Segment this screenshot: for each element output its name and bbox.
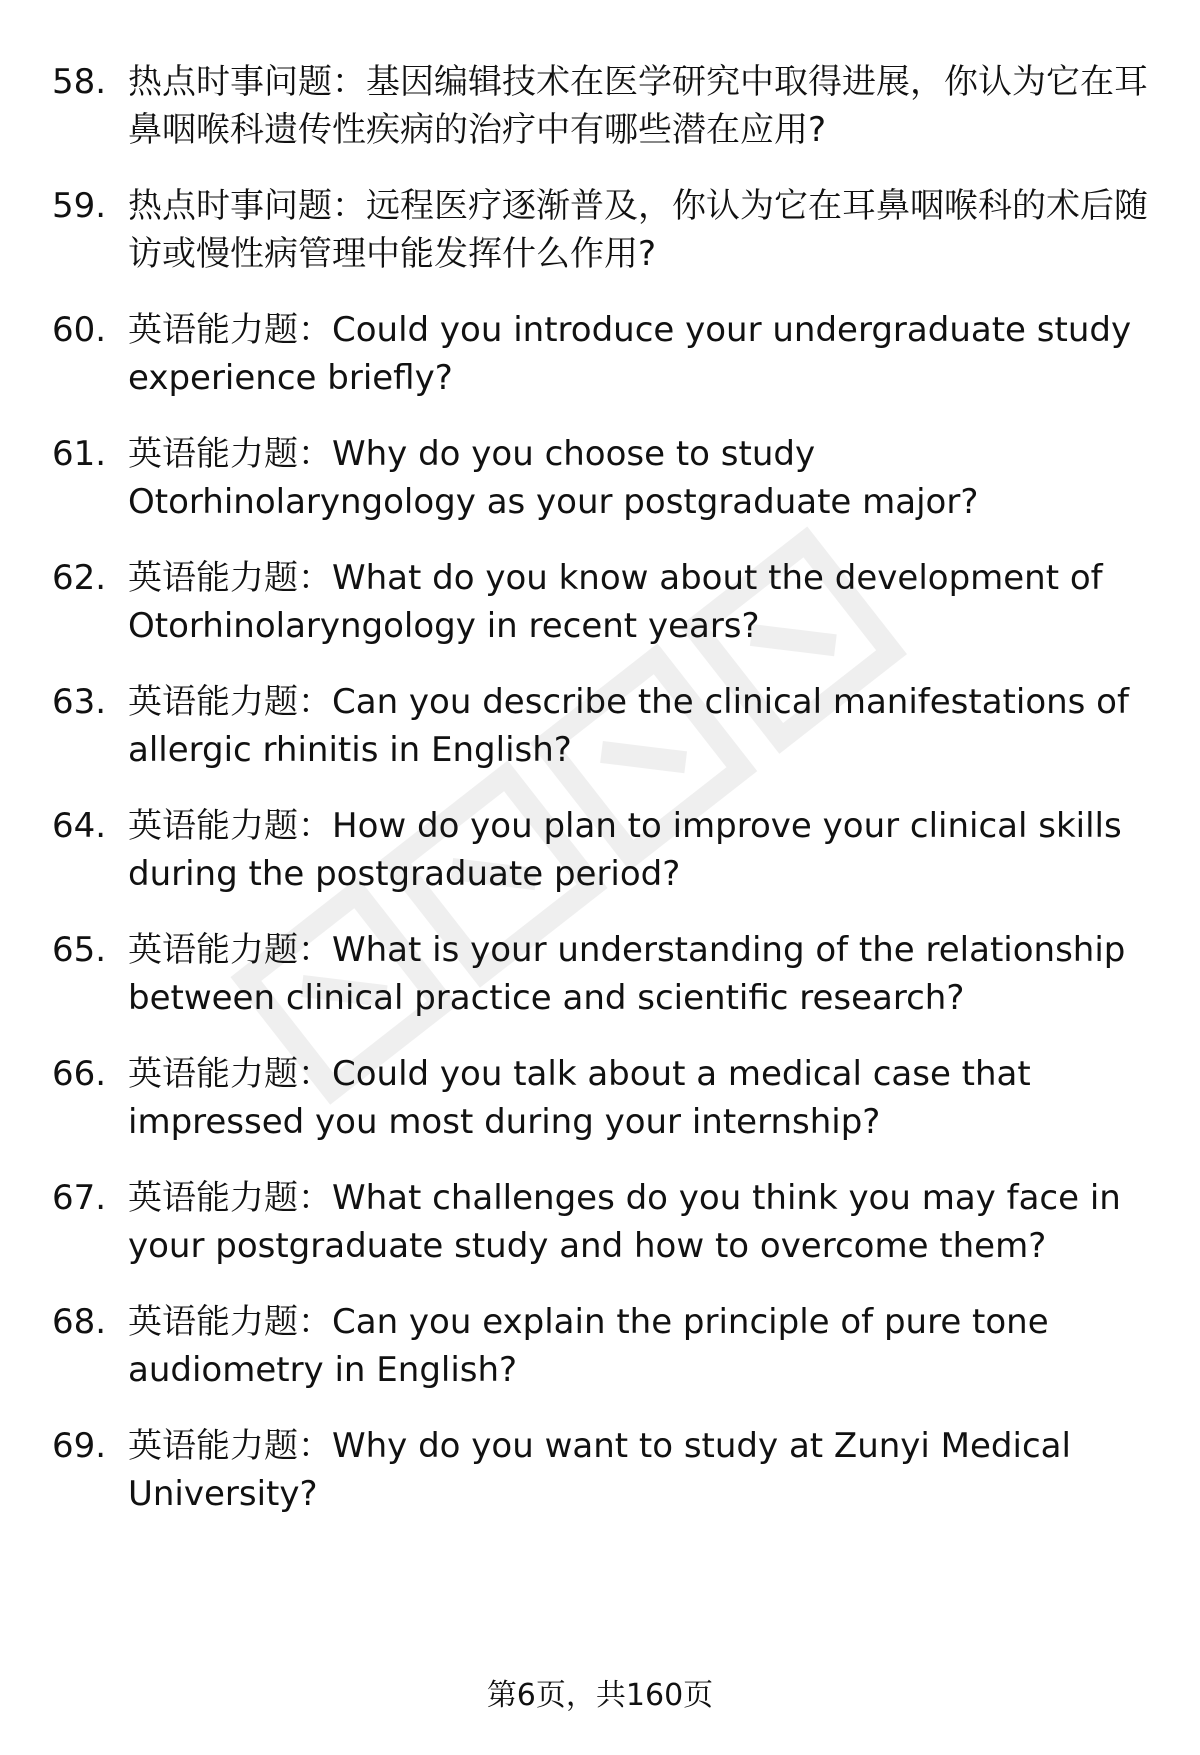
page-footer: 第6页，共160页: [486, 1678, 714, 1713]
question-number: 61.: [52, 434, 107, 474]
question-text: 英语能力题：Why do you choose to study Otorhinolaryngology as your postgraduate major?: [128, 434, 979, 522]
question-item: [52, 306, 1152, 402]
question-text: 英语能力题：Could you introduce your undergraduate study experience briefly?: [128, 310, 1132, 398]
question-number: 67.: [52, 1178, 107, 1218]
question-number: 62.: [52, 558, 107, 598]
question-number: 64.: [52, 806, 107, 846]
question-item: [52, 182, 1152, 278]
question-text: 英语能力题：What challenges do you think you may face in your postgraduate study and how to overcome them?: [128, 1178, 1121, 1266]
question-number: 68.: [52, 1302, 107, 1342]
question-text: 英语能力题：Can you explain the principle of pure tone audiometry in English?: [128, 1302, 1049, 1390]
question-item: [52, 678, 1152, 774]
question-text: 英语能力题：What do you know about the development of Otorhinolaryngology in recent years?: [128, 558, 1103, 646]
question-text: 英语能力题：What is your understanding of the relationship between clinical practice and scientific research?: [128, 930, 1126, 1018]
question-text: 热点时事问题：基因编辑技术在医学研究中取得进展，你认为它在耳鼻咽喉科遗传性疾病的治疗中有哪些潜在应用?: [128, 62, 1148, 150]
question-text: 热点时事问题：远程医疗逐渐普及，你认为它在耳鼻咽喉科的术后随访或慢性病管理中能发挥什么作用?: [128, 186, 1148, 274]
question-number: 63.: [52, 682, 107, 722]
question-item: [52, 1050, 1152, 1146]
question-text: 英语能力题：Why do you want to study at Zunyi Medical University?: [128, 1426, 1071, 1514]
question-list: [52, 58, 1152, 1546]
question-item: [52, 58, 1152, 154]
question-text: 英语能力题：Could you talk about a medical case that impressed you most during your internship?: [128, 1054, 1031, 1142]
question-number: 60.: [52, 310, 107, 350]
question-item: [52, 926, 1152, 1022]
question-number: 69.: [52, 1426, 107, 1466]
question-number: 65.: [52, 930, 107, 970]
question-item: [52, 802, 1152, 898]
question-text: 英语能力题：Can you describe the clinical manifestations of allergic rhinitis in English?: [128, 682, 1129, 770]
question-item: [52, 1298, 1152, 1394]
question-number: 58.: [52, 62, 107, 102]
question-item: [52, 554, 1152, 650]
question-item: [52, 1422, 1152, 1518]
question-text: 英语能力题：How do you plan to improve your clinical skills during the postgraduate period?: [128, 806, 1122, 894]
question-number: 59.: [52, 186, 107, 226]
question-item: [52, 1174, 1152, 1270]
question-item: [52, 430, 1152, 526]
question-number: 66.: [52, 1054, 107, 1094]
